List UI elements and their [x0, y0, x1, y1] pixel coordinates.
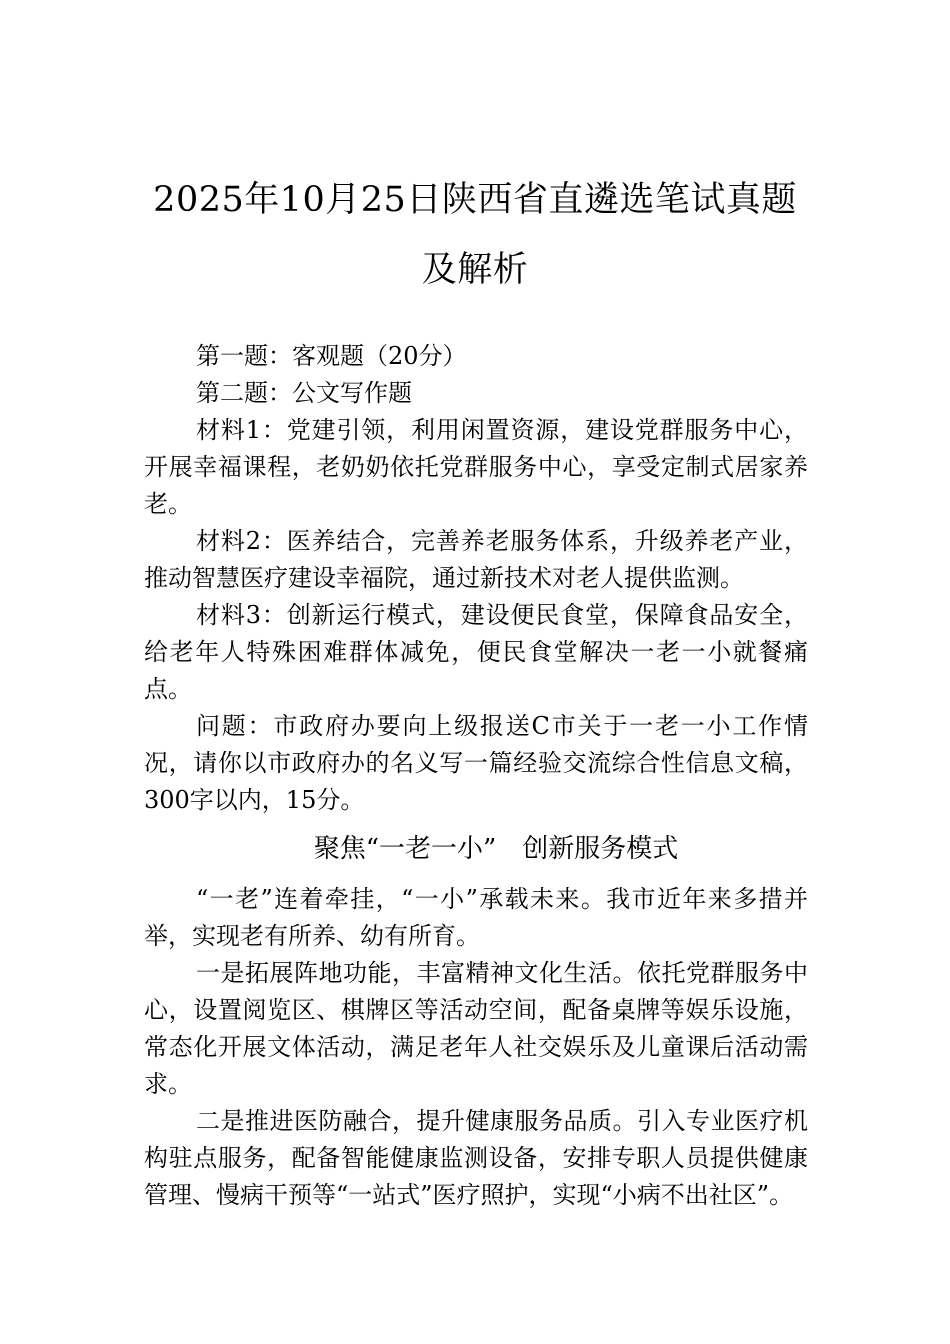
- answer-point-1-paragraph: 一是拓展阵地功能，丰富精神文化生活。依托党群服务中心，设置阅览区、棋牌区等活动空间，配备桌牌等娱乐设施，常态化开展文体活动，满足老年人社交娱乐及儿童课后活动需求。: [144, 959, 808, 1098]
- question-paragraph: 问题：市政府办要向上级报送C市关于一老一小工作情况，请你以市政府办的名义写一篇经验交流综合性信息文稿，300字以内，15分。: [144, 712, 808, 814]
- answer-intro-paragraph: “一老”连着牵挂，“一小”承载未来。我市近年来多措并举，实现老有所养、幼有所育。: [144, 885, 808, 950]
- document-title-line-2: 及解析: [421, 250, 529, 290]
- document-body: [144, 338, 808, 1214]
- material-1-paragraph: 材料1：党建引领，利用闲置资源，建设党群服务中心，开展幸福课程，老奶奶依托党群服务中心，享受定制式居家养老。: [144, 416, 808, 518]
- answer-title: 聚焦“一老一小” 创新服务模式: [313, 834, 679, 864]
- answer-point-2-paragraph: 二是推进医防融合，提升健康服务品质。引入专业医疗机构驻点服务，配备智能健康监测设备，安排专职人员提供健康管理、慢病干预等“一站式”医疗照护，实现“小病不出社区”。: [144, 1107, 808, 1209]
- material-2-paragraph: 材料2：医养结合，完善养老服务体系，升级养老产业，推动智慧医疗建设幸福院，通过新技术对老人提供监测。: [144, 527, 808, 592]
- question-1-heading: 第一题：客观题（20分）: [196, 342, 467, 370]
- material-3-paragraph: 材料3：创新运行模式，建设便民食堂，保障食品安全，给老年人特殊困难群体减免，便民食堂解决一老一小就餐痛点。: [144, 601, 808, 703]
- question-2-heading: 第二题：公文写作题: [196, 379, 412, 407]
- document-title-line-1: 2025年10月25日陕西省直遴选笔试真题: [153, 180, 797, 220]
